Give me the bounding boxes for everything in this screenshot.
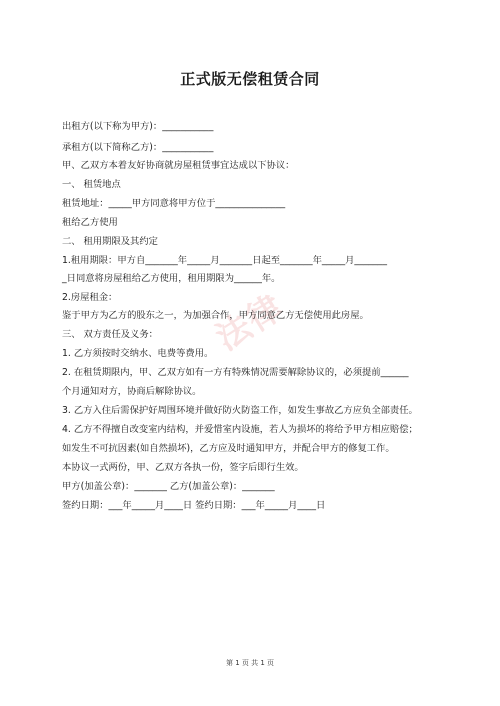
duty-1: 1. 乙方须按时交纳水、电费等费用。 [62,348,214,359]
lease-term-line-2: _日同意将房屋租给乙方使用，租用期限为______年。 [62,273,281,284]
rent-heading: 2.房屋租金： [62,292,118,303]
section-3-heading: 三、 双方责任及义务： [62,329,158,340]
document-title: 正式版无偿租赁合同 [180,70,320,88]
duty-2: 2. 在租赁期限内，甲、乙双方如有一方有特殊情况需要解除协议的，必须提前______ [62,367,409,378]
duty-4: 4. 乙方不得擅自改变室内结构，并爱惜室内设施，若人为损坏的将给予甲方相应赔偿； [62,424,418,435]
rent-line: 鉴于甲方为乙方的股东之一，为加强合作，甲方同意乙方无偿使用此房屋。 [62,310,369,321]
duty-4-cont: 如发生不可抗因素(如自然损坏)，乙方应及时通知甲方，并配合甲方的修复工作。 [62,443,395,454]
lessee-line: 承租方(以下简称乙方)：___________ [62,142,214,153]
intro-line: 甲、乙双方本着友好协商就房屋租赁事宜达成以下协议： [62,160,295,171]
lessor-line: 出租方(以下称为甲方)：___________ [62,121,214,132]
section-2-heading: 二、 租用期限及其约定 [62,236,158,247]
seal-line: 甲方(加盖公章)：_______ 乙方(加盖公章)：_______ [62,481,275,492]
lease-address-line: 租赁地址：_____甲方同意将甲方位于_______________ [62,198,286,209]
section-1-heading: 一、 租赁地点 [62,179,121,190]
effect-line: 本协议一式两份，甲、乙双方各执一份，签字后即行生效。 [62,462,304,473]
lease-address-line-2: 租给乙方使用 [62,217,118,228]
page-footer: 第 1 页 共 1 页 [225,659,275,667]
watermark: 法律 [209,286,292,359]
lease-term-line: 1.租用期限：甲方自_______年_____月_______日起至_______年_____月_______ [62,255,387,266]
duty-2-cont: 个月通知对方，协商后解除协议。 [62,386,202,397]
duty-3: 3. 乙方入住后需保护好周围环境并做好防火防盗工作，如发生事故乙方应负全部责任。 [62,405,418,416]
sign-date-line: 签约日期：___年_____月____日 签约日期：___年_____月____日 [62,500,326,511]
